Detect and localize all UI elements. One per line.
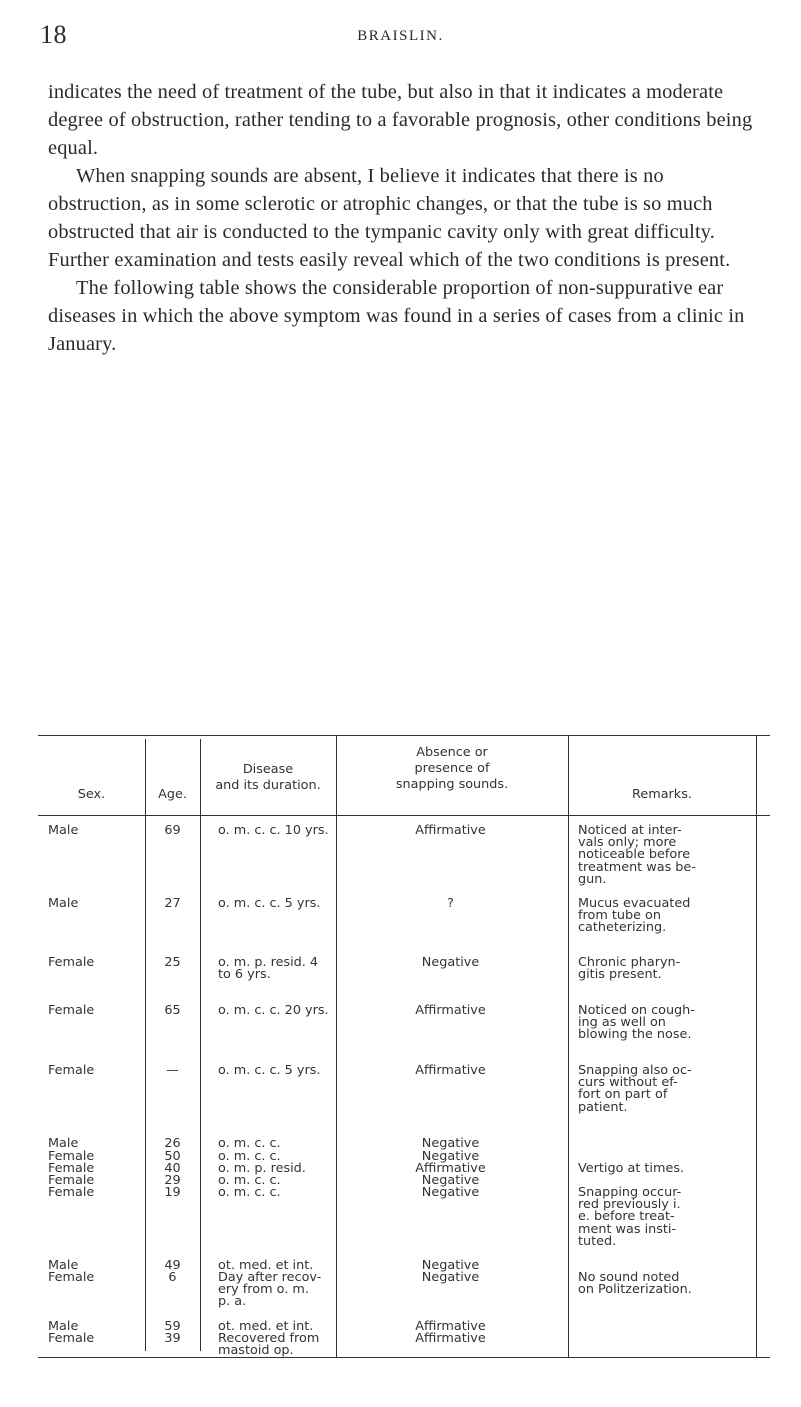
header-sex: Sex.	[77, 787, 106, 802]
cell-remarks: Noticed on cough- ing as well on blowing the nose.	[578, 1003, 695, 1043]
cell-remarks: Snapping occur- red previously i. e. before treat- ment was insti- tuted.	[578, 1185, 682, 1249]
cell-absence: Negative	[421, 1270, 480, 1285]
column-divider	[568, 735, 569, 1357]
cell-remarks: Noticed at inter- vals only; more noticeable before treatment was be- gun.	[578, 823, 696, 887]
cell-disease: o. m. c. c.	[218, 1149, 281, 1164]
cell-age: 19	[164, 1185, 181, 1200]
cell-absence: Affirmative	[415, 1003, 486, 1018]
paragraph: indicates the need of treatment of the tube, but also in that it indicates a moderate degree of obstruction, rather tending to a favorable prognosis, other conditions being equal.	[48, 81, 753, 159]
cell-sex: Male	[48, 1136, 79, 1151]
running-head: BRAISLIN.	[357, 28, 444, 44]
cell-sex: Female	[48, 1331, 95, 1346]
cell-sex: Female	[48, 1161, 95, 1176]
cell-sex: Female	[48, 1063, 95, 1078]
cell-disease: o. m. c. c.	[218, 1136, 281, 1151]
cell-remarks: Mucus evacuated from tube on catheterizing.	[578, 896, 691, 936]
cell-disease: o. m. c. c. 5 yrs.	[218, 1063, 321, 1078]
cell-remarks: No sound noted on Politzerization.	[578, 1270, 692, 1298]
cell-disease: o. m. c. c. 5 yrs.	[218, 896, 321, 911]
cell-age: 50	[164, 1149, 181, 1164]
header-absence: Absence or presence of snapping sounds.	[395, 745, 509, 792]
cell-age: —	[166, 1063, 179, 1078]
cell-age: 49	[164, 1258, 181, 1273]
header-remarks: Remarks.	[632, 787, 692, 802]
cell-age: 26	[164, 1136, 181, 1151]
cell-age: 25	[164, 955, 181, 970]
cell-absence: Negative	[421, 1136, 480, 1151]
table-top-rule	[38, 735, 770, 736]
cell-age: 39	[164, 1331, 181, 1346]
cell-sex: Female	[48, 1149, 95, 1164]
cell-absence: Affirmative	[415, 1319, 486, 1334]
cell-age: 59	[164, 1319, 181, 1334]
cell-absence: Negative	[421, 1258, 480, 1273]
table-header-rule	[38, 815, 770, 816]
cell-sex: Male	[48, 823, 79, 838]
header-disease: Disease and its duration.	[215, 762, 321, 793]
cell-disease: Recovered from mastoid op.	[218, 1331, 320, 1359]
cell-sex: Female	[48, 1003, 95, 1018]
cell-disease: o. m. p. resid.	[218, 1161, 306, 1176]
cell-disease: o. m. c. c.	[218, 1185, 281, 1200]
cell-sex: Female	[48, 1185, 95, 1200]
cell-sex: Male	[48, 896, 79, 911]
cell-disease: o. m. c. c. 10 yrs.	[218, 823, 329, 838]
cell-disease: ot. med. et int.	[218, 1258, 314, 1273]
cell-remarks: Snapping also oc- curs without ef- fort on part of patient.	[578, 1063, 692, 1115]
cell-age: 65	[164, 1003, 181, 1018]
cell-disease: o. m. c. c.	[218, 1173, 281, 1188]
cell-sex: Female	[48, 955, 95, 970]
cell-disease: ot. med. et int.	[218, 1319, 314, 1334]
cell-absence: ?	[447, 896, 454, 911]
cell-absence: Negative	[421, 1149, 480, 1164]
cell-sex: Male	[48, 1319, 79, 1334]
cell-age: 29	[164, 1173, 181, 1188]
table-bottom-rule	[38, 1357, 770, 1358]
paragraph: When snapping sounds are absent, I believe it indicates that there is no obstruction, as in some sclerotic or atrophic changes, or that the tube is so much obstructed that air is conducted to the tympanic cavity only with great difficulty. Further examination and tests easily reveal which of the two conditions is present.	[48, 165, 731, 271]
cell-age: 69	[164, 823, 181, 838]
cell-absence: Negative	[421, 1173, 480, 1188]
cell-age: 27	[164, 896, 181, 911]
cell-absence: Negative	[421, 1185, 480, 1200]
cell-absence: Affirmative	[415, 1331, 486, 1346]
case-table	[38, 735, 770, 1360]
cell-age: 6	[168, 1270, 177, 1285]
body-text	[48, 78, 760, 358]
paragraph: The following table shows the considerable proportion of non-suppurative ear diseases in which the above symptom was found in a series of cases from a clinic in January.	[48, 277, 745, 355]
cell-remarks: Vertigo at times.	[578, 1161, 685, 1176]
cell-disease: o. m. c. c. 20 yrs.	[218, 1003, 329, 1018]
cell-absence: Affirmative	[415, 1161, 486, 1176]
cell-disease: Day after recov- ery from o. m. p. a.	[218, 1270, 322, 1310]
cell-absence: Affirmative	[415, 1063, 486, 1078]
header-age: Age.	[158, 787, 187, 802]
page-number: 18	[40, 20, 67, 49]
column-divider	[200, 739, 201, 1351]
cell-age: 40	[164, 1161, 181, 1176]
cell-absence: Affirmative	[415, 823, 486, 838]
column-divider	[756, 735, 757, 1357]
cell-sex: Female	[48, 1173, 95, 1188]
cell-sex: Male	[48, 1258, 79, 1273]
cell-sex: Female	[48, 1270, 95, 1285]
cell-remarks: Chronic pharyn- gitis present.	[578, 955, 681, 983]
cell-absence: Negative	[421, 955, 480, 970]
cell-disease: o. m. p. resid. 4 to 6 yrs.	[218, 955, 319, 983]
